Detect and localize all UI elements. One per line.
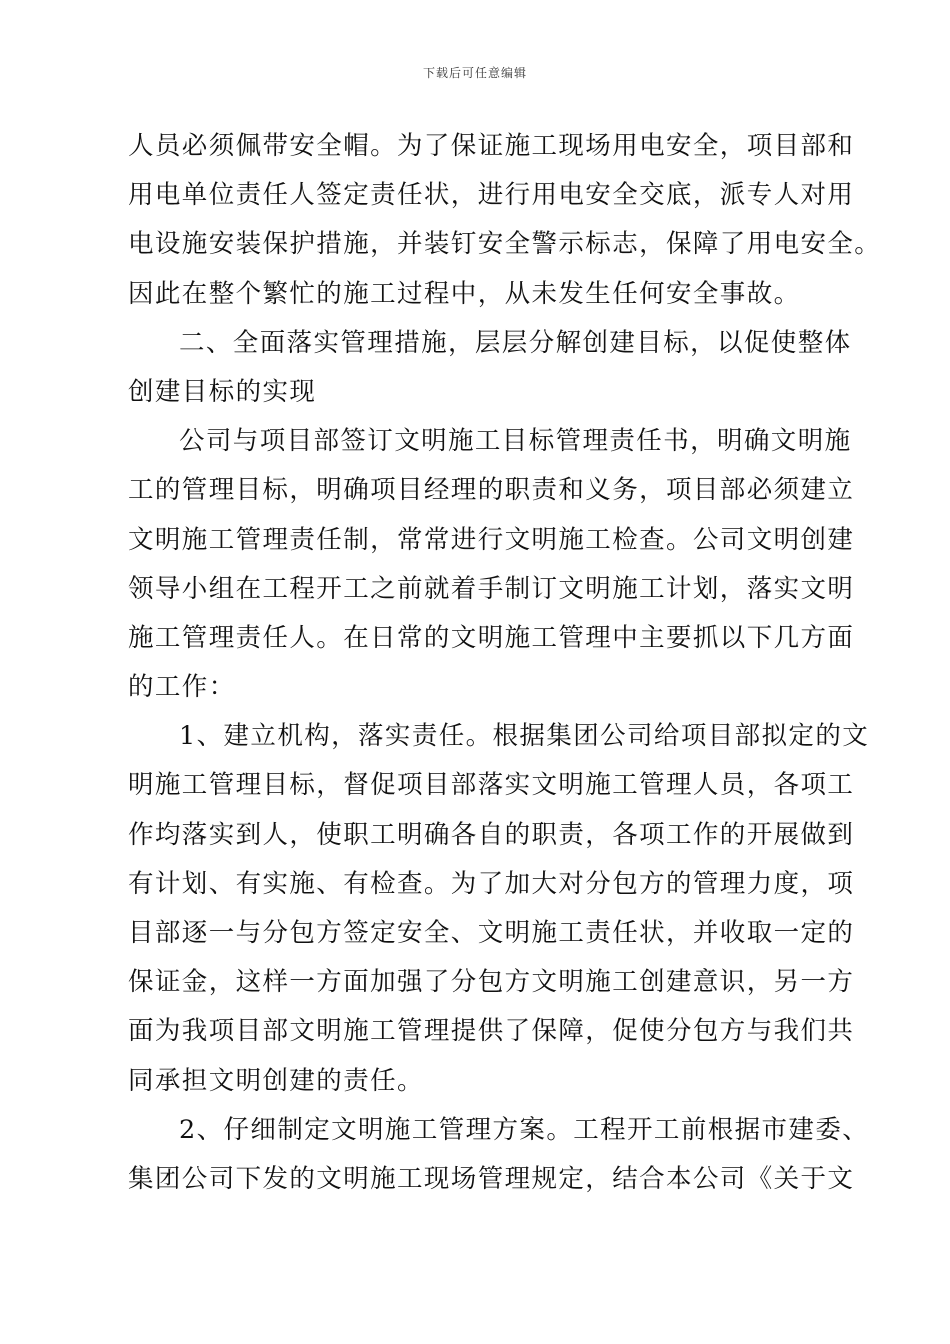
text-line: 领导小组在工程开工之前就着手制订文明施工计划，落实文明 [128,573,855,604]
paragraph [128,712,870,1106]
text-line: 公司与项目部签订文明施工目标管理责任书，明确文明施 [179,426,852,457]
text-line: 工的管理目标，明确项目经理的职责和义务，项目部必须建立 [128,475,855,506]
text-line: 明施工管理目标，督促项目部落实文明施工管理人员，各项工 [128,770,855,801]
text-line: 集团公司下发的文明施工现场管理规定，结合本公司《关于文 [128,1163,855,1194]
text-line: 保证金，这样一方面加强了分包方文明施工创建意识，另一方 [128,967,855,998]
text-line: 文明施工管理责任制，常常进行文明施工检查。公司文明创建 [128,524,855,555]
paragraph [128,122,882,319]
text-line: 二、全面落实管理措施，层层分解创建目标，以促使整体 [179,327,852,358]
text-line: 面为我项目部文明施工管理提供了保障，促使分包方与我们共 [128,1016,855,1047]
document-body [128,122,882,1204]
text-line: 的工作： [128,672,236,703]
text-line: 电设施安装保护措施，并装钉安全警示标志，保障了用电安全。 [128,229,882,260]
section-heading [128,319,852,417]
page-header: 下载后可任意编辑 [422,66,527,80]
text-line: 施工管理责任人。在日常的文明施工管理中主要抓以下几方面 [128,622,855,653]
paragraph [128,1106,870,1204]
paragraph [128,417,855,712]
text-line: 1、建立机构，落实责任。根据集团公司给项目部拟定的文 [179,721,870,752]
text-line: 作均落实到人，使职工明确各自的职责，各项工作的开展做到 [128,819,855,850]
text-line: 有计划、有实施、有检查。为了加大对分包方的管理力度，项 [128,868,855,899]
text-line: 因此在整个繁忙的施工过程中，从未发生任何安全事故。 [128,278,801,309]
text-line: 用电单位责任人签定责任状，进行用电安全交底，派专人对用 [128,180,855,211]
text-line: 目部逐一与分包方签定安全、文明施工责任状，并收取一定的 [128,918,855,948]
text-line: 2、仔细制定文明施工管理方案。工程开工前根据市建委、 [179,1114,870,1145]
text-line: 同承担文明创建的责任。 [128,1065,424,1096]
text-line: 创建目标的实现 [128,376,317,407]
text-line: 人员必须佩带安全帽。为了保证施工现场用电安全，项目部和 [128,131,855,161]
